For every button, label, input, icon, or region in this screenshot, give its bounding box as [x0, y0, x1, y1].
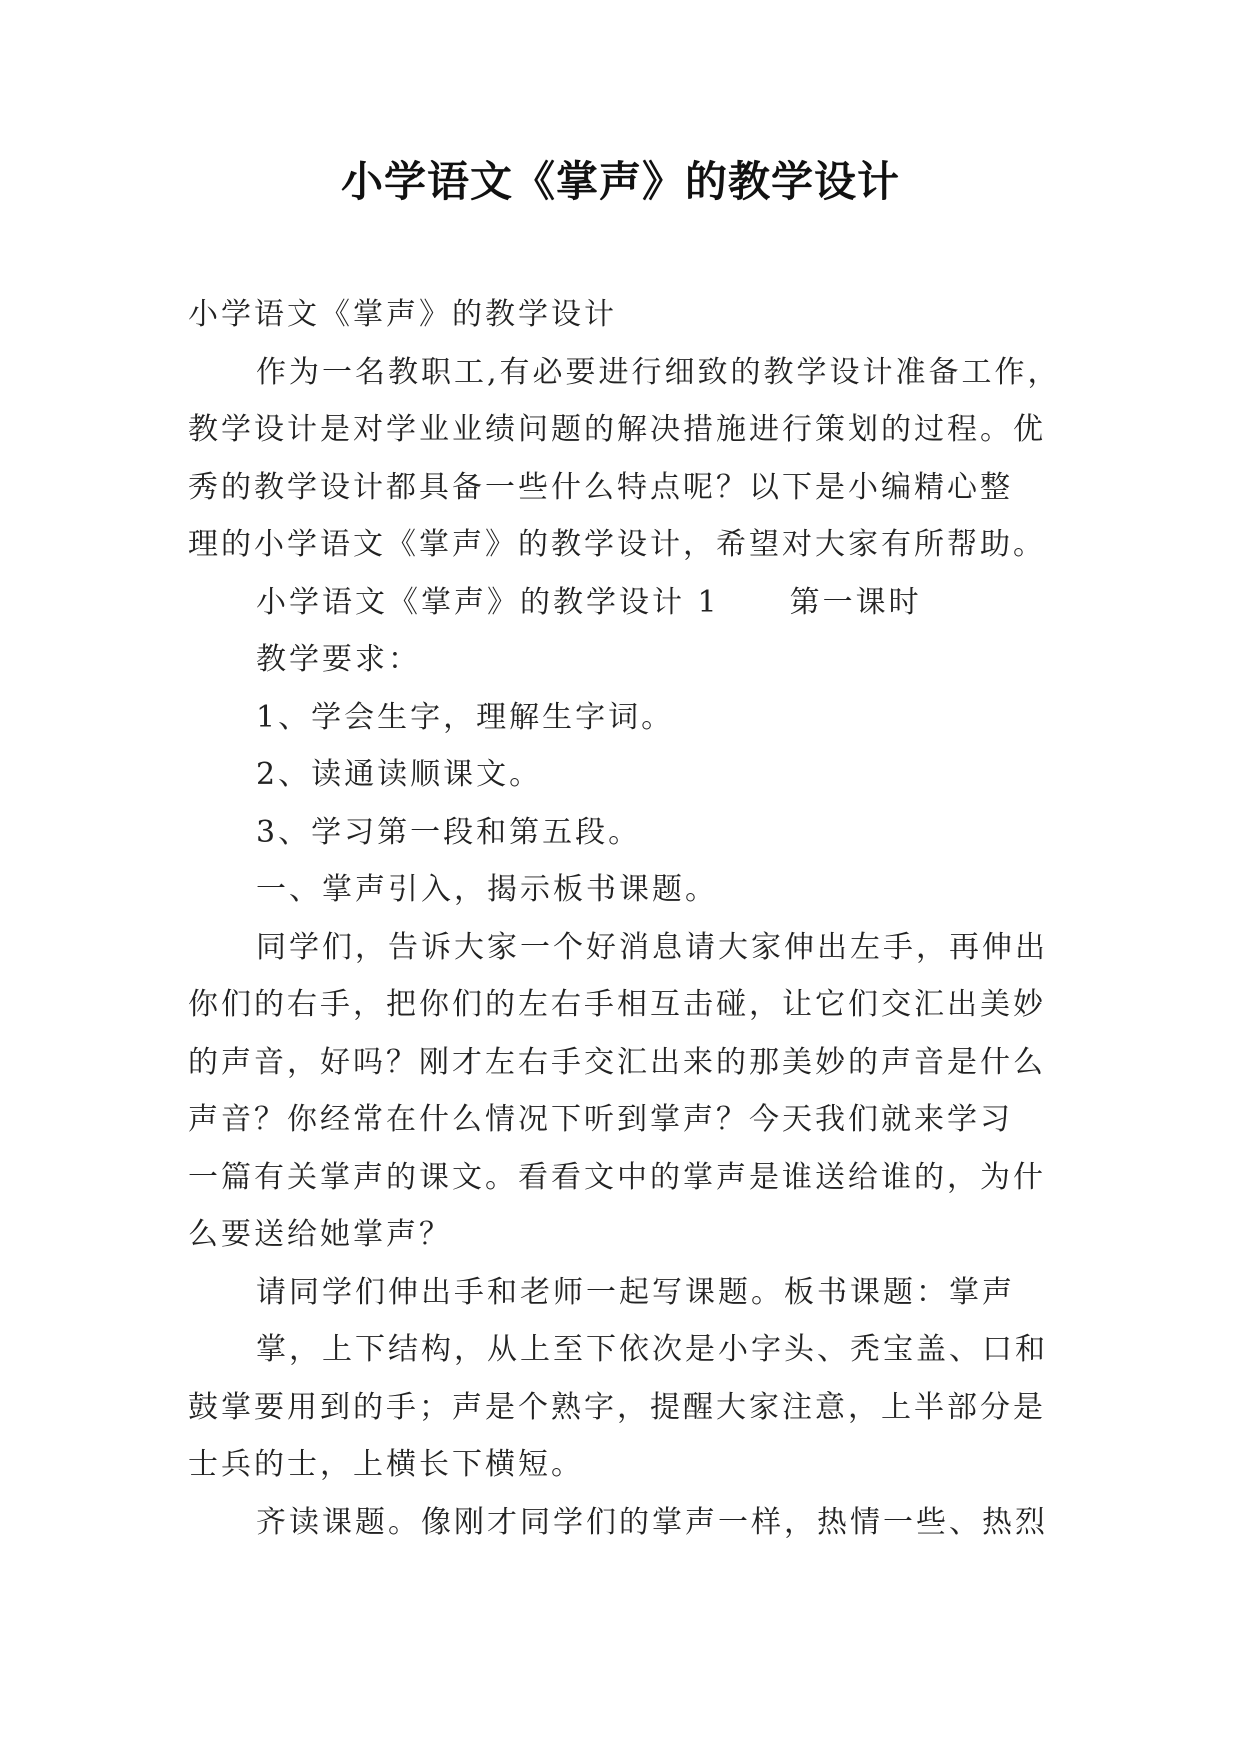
- document-subtitle: 小学语文《掌声》的教学设计: [188, 297, 617, 332]
- paragraph-line: 同学们，告诉大家一个好消息请大家伸出左手，再伸出: [256, 929, 1048, 965]
- intro-paragraph: [188, 344, 1061, 574]
- paragraph-line: 的声音，好吗？刚才左右手交汇出来的那美妙的声音是什么: [188, 1044, 1046, 1080]
- paragraph-line: 你们的右手，把你们的左右手相互击碰，让它们交汇出美妙: [188, 987, 1046, 1022]
- section-heading: 小学语文《掌声》的教学设计 1: [256, 584, 720, 620]
- requirement-item: 1、学会生字，理解生字词。: [256, 699, 675, 735]
- requirement-item: 3、学习第一段和第五段。: [256, 814, 642, 850]
- requirement-item: 2、读通读顺课文。: [256, 757, 543, 792]
- write-title-paragraph: 请同学们伸出手和老师一起写课题。板书课题：掌声: [256, 1274, 1015, 1310]
- structure-paragraph: [188, 1321, 1056, 1494]
- paragraph-line: 么要送给她掌声？: [188, 1217, 452, 1252]
- intro-line: 教学设计是对学业业绩问题的解决措施进行策划的过程。优: [188, 412, 1046, 447]
- classmates-paragraph: [188, 919, 1056, 1264]
- document-body: [188, 286, 1061, 1551]
- section-lesson: 第一课时: [789, 584, 922, 620]
- paragraph-line: 鼓掌要用到的手；声是个熟字，提醒大家注意，上半部分是: [188, 1389, 1046, 1425]
- intro-line: 秀的教学设计都具备一些什么特点呢？以下是小编精心整: [188, 469, 1013, 505]
- intro-line: 作为一名教职工,有必要进行细致的教学设计准备工作，: [256, 354, 1061, 390]
- paragraph-line: 一篇有关掌声的课文。看看文中的掌声是谁送给谁的，为什: [188, 1159, 1046, 1195]
- requirements-label: 教学要求：: [256, 642, 421, 677]
- step-one-heading: 一、掌声引入，揭示板书课题。: [256, 872, 718, 907]
- paragraph-line: 声音？你经常在什么情况下听到掌声？今天我们就来学习: [188, 1102, 1013, 1137]
- read-title-paragraph: 齐读课题。像刚才同学们的掌声一样，热情一些、热烈: [256, 1504, 1048, 1540]
- document-title: 小学语文《掌声》的教学设计: [340, 157, 900, 206]
- intro-line: 理的小学语文《掌声》的教学设计，希望对大家有所帮助。: [188, 527, 1046, 562]
- paragraph-line: 士兵的士，上横长下横短。: [188, 1447, 584, 1482]
- section-heading-line: [188, 574, 1056, 632]
- paragraph-line: 掌，上下结构，从上至下依次是小字头、秃宝盖、口和: [256, 1332, 1048, 1367]
